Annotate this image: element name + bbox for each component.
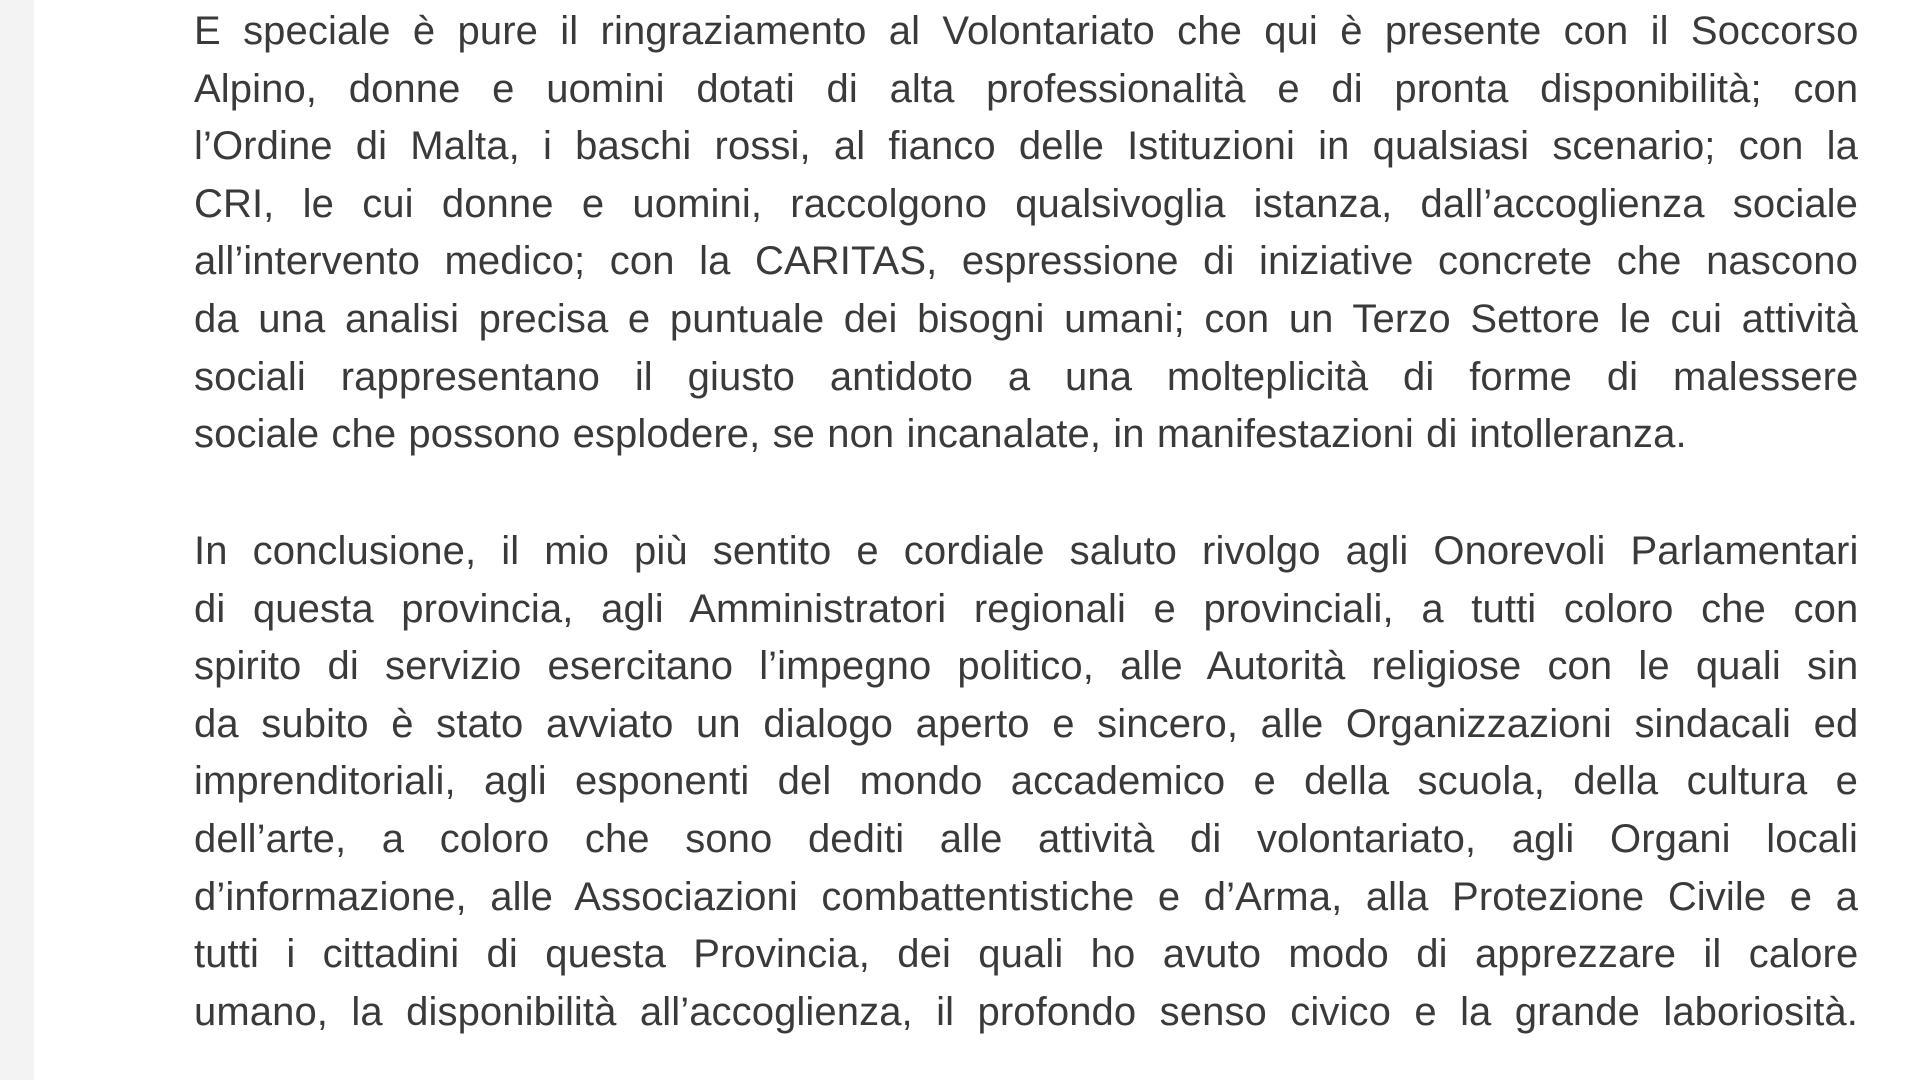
text-line: dell’arte, a coloro che sono dediti alle attività di volontariato, agli Organi locali: [194, 816, 1858, 861]
text-line: di questa provincia, agli Amministratori regionali e provinciali, a tutti coloro che con: [194, 586, 1859, 631]
paragraph-conclusione: [194, 523, 1858, 1041]
text-line: tutti i cittadini di questa Provincia, dei quali ho avuto modo di apprezzare il calore: [194, 932, 1859, 977]
text-line: CRI, le cui donne e uomini, raccolgono qualsivoglia istanza, dall’accoglienza sociale: [194, 181, 1858, 226]
text-line: all’intervento medico; con la CARITAS, espressione di iniziative concrete che nascono: [194, 239, 1858, 284]
text-line: l’Ordine di Malta, i baschi rossi, al fianco delle Istituzioni in qualsiasi scenario; con la: [194, 124, 1858, 169]
text-line: da una analisi precisa e puntuale dei bisogni umani; con un Terzo Settore le cui attività: [194, 296, 1859, 341]
text-line: d’informazione, alle Associazioni combattentistiche e d’Arma, alla Protezione Civile e a: [194, 874, 1858, 919]
paragraph-volontariato: [194, 3, 1858, 464]
text-line: Alpino, donne e uomini dotati di alta professionalità e di pronta disponibilità; con: [194, 66, 1859, 111]
text-line: sociali rappresentano il giusto antidoto a una molteplicità di forme di malessere: [194, 354, 1859, 399]
text-line: spirito di servizio esercitano l’impegno politico, alle Autorità religiose con le quali sin: [194, 644, 1859, 689]
text-line: da subito è stato avviato un dialogo aperto e sincero, alle Organizzazioni sindacali ed: [194, 701, 1859, 746]
document-page: [34, 0, 1920, 1080]
text-line: sociale che possono esplodere, se non incanalate, in manifestazioni di intolleranza.: [194, 412, 1687, 457]
text-line: E speciale è pure il ringraziamento al Volontariato che qui è presente con il Soccorso: [194, 9, 1859, 53]
text-line: imprenditoriali, agli esponenti del mondo accademico e della scuola, della cultura e: [194, 759, 1858, 804]
text-line: In conclusione, il mio più sentito e cordiale saluto rivolgo agli Onorevoli Parlamentari: [194, 529, 1859, 573]
text-line: umano, la disponibilità all’accoglienza, il profondo senso civico e la grande laboriosità.: [194, 989, 1858, 1034]
